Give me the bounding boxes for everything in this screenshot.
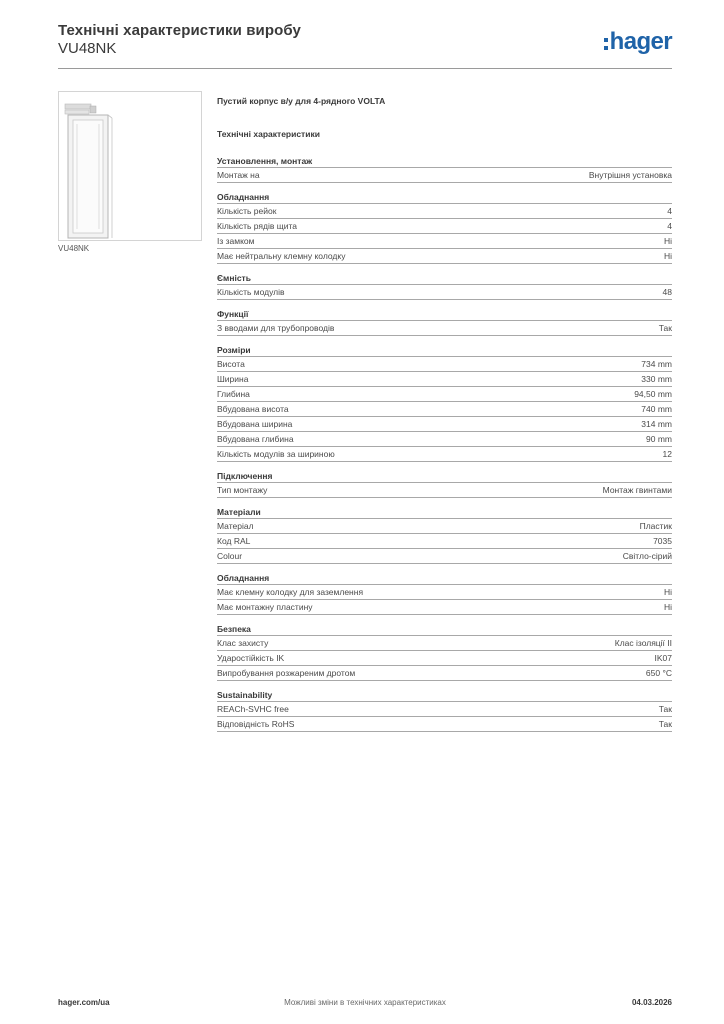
spec-value: Клас ізоляції II — [614, 638, 672, 648]
spec-row — [217, 483, 672, 498]
section-title: Sustainability — [217, 689, 672, 702]
spec-value: 90 mm — [646, 434, 672, 444]
spec-row — [217, 717, 672, 732]
spec-value: 4 — [667, 221, 672, 231]
section-title: Обладнання — [217, 572, 672, 585]
spec-value: Так — [658, 704, 672, 714]
spec-label: REACh-SVHC free — [217, 704, 289, 714]
spec-row — [217, 519, 672, 534]
spec-value: Ні — [663, 236, 672, 246]
spec-value: Пластик — [639, 521, 672, 531]
footer-date: 04.03.2026 — [631, 998, 672, 1007]
logo-dots-icon — [604, 38, 608, 50]
spec-label: Відповідність RoHS — [217, 719, 295, 729]
section-title: Безпека — [217, 623, 672, 636]
spec-section — [217, 272, 672, 300]
spec-label: Кількість рейок — [217, 206, 277, 216]
spec-label: Матеріал — [217, 521, 254, 531]
spec-section — [217, 506, 672, 564]
spec-row — [217, 168, 672, 183]
spec-value: Ні — [663, 602, 672, 612]
spec-value: Світло-сірий — [622, 551, 672, 561]
spec-value: 734 mm — [641, 359, 672, 369]
spec-label: Colour — [217, 551, 243, 561]
section-title: Розміри — [217, 344, 672, 357]
spec-label: Має нейтральну клемну колодку — [217, 251, 346, 261]
section-title: Функції — [217, 308, 672, 321]
spec-row — [217, 372, 672, 387]
spec-section — [217, 308, 672, 336]
spec-row — [217, 321, 672, 336]
spec-section — [217, 191, 672, 264]
page-header — [58, 20, 672, 68]
section-title: Установлення, монтаж — [217, 155, 672, 168]
spec-value: 314 mm — [641, 419, 672, 429]
spec-value: 12 — [662, 449, 672, 459]
spec-value: 94,50 mm — [634, 389, 672, 399]
spec-label: Із замком — [217, 236, 255, 246]
spec-row — [217, 234, 672, 249]
spec-value: 7035 — [653, 536, 672, 546]
spec-label: Монтаж на — [217, 170, 260, 180]
spec-label: Вбудована ширина — [217, 419, 293, 429]
spec-label: Вбудована глибина — [217, 434, 294, 444]
spec-row — [217, 600, 672, 615]
footer-disclaimer: Можливі зміни в технічних характеристиках — [284, 998, 446, 1007]
spec-row — [217, 417, 672, 432]
spec-row — [217, 666, 672, 681]
spec-row — [217, 549, 672, 564]
spec-label: Висота — [217, 359, 245, 369]
spec-row — [217, 219, 672, 234]
spec-label: Кількість модулів за шириною — [217, 449, 335, 459]
spec-row — [217, 636, 672, 651]
section-title: Обладнання — [217, 191, 672, 204]
spec-label: Глибина — [217, 389, 250, 399]
spec-label: Має клемну колодку для заземлення — [217, 587, 364, 597]
spec-section — [217, 689, 672, 732]
spec-value: Ні — [663, 587, 672, 597]
spec-label: Тип монтажу — [217, 485, 268, 495]
spec-row — [217, 402, 672, 417]
specs-heading: Технічні характеристики — [217, 129, 320, 139]
spec-section — [217, 623, 672, 681]
spec-content — [217, 96, 672, 740]
product-image — [58, 91, 202, 241]
spec-row — [217, 585, 672, 600]
spec-label: Ударостійкість IK — [217, 653, 285, 663]
spec-value: 330 mm — [641, 374, 672, 384]
spec-row — [217, 651, 672, 666]
section-title: Ємність — [217, 272, 672, 285]
page-footer — [58, 998, 672, 1012]
page-title: Технічні характеристики виробу — [58, 22, 301, 39]
spec-row — [217, 702, 672, 717]
spec-row — [217, 357, 672, 372]
spec-value: Монтаж гвинтами — [602, 485, 672, 495]
spec-label: Ширина — [217, 374, 249, 384]
spec-label: Клас захисту — [217, 638, 269, 648]
spec-row — [217, 447, 672, 462]
product-description: Пустий корпус в/у для 4-рядного VOLTA — [217, 96, 386, 106]
spec-value: Так — [658, 719, 672, 729]
spec-value: Ні — [663, 251, 672, 261]
enclosure-icon — [59, 92, 201, 240]
spec-label: Випробування розжареним дротом — [217, 668, 356, 678]
hager-logo — [604, 28, 672, 54]
section-title: Підключення — [217, 470, 672, 483]
logo-text: hager — [609, 28, 672, 55]
section-title: Матеріали — [217, 506, 672, 519]
header-divider — [58, 68, 672, 69]
spec-label: Кількість модулів — [217, 287, 285, 297]
spec-row — [217, 285, 672, 300]
spec-value: Так — [658, 323, 672, 333]
spec-section — [217, 572, 672, 615]
spec-row — [217, 432, 672, 447]
spec-label: Кількість рядів щита — [217, 221, 297, 231]
spec-section — [217, 155, 672, 183]
spec-label: Вбудована висота — [217, 404, 289, 414]
spec-value: 650 °C — [645, 668, 672, 678]
spec-row — [217, 534, 672, 549]
spec-row — [217, 387, 672, 402]
product-model: VU48NK — [58, 40, 117, 57]
spec-value: Внутрішня установка — [588, 170, 672, 180]
spec-sections — [217, 155, 672, 732]
spec-label: З вводами для трубопроводів — [217, 323, 335, 333]
spec-value: 48 — [662, 287, 672, 297]
spec-label: Код RAL — [217, 536, 251, 546]
spec-row — [217, 249, 672, 264]
spec-section — [217, 470, 672, 498]
product-image-caption: VU48NK — [58, 244, 90, 253]
spec-value: 4 — [667, 206, 672, 216]
spec-value: IK07 — [654, 653, 672, 663]
spec-value: 740 mm — [641, 404, 672, 414]
spec-section — [217, 344, 672, 462]
footer-website[interactable]: hager.com/ua — [58, 998, 110, 1007]
spec-row — [217, 204, 672, 219]
spec-label: Має монтажну пластину — [217, 602, 313, 612]
